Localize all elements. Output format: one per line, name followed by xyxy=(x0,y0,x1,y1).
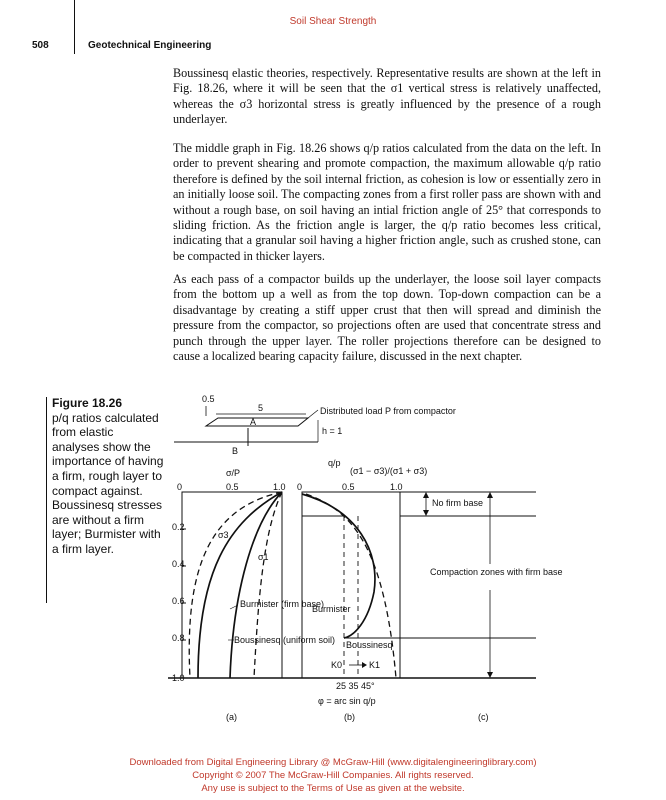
running-title: Soil Shear Strength xyxy=(289,16,377,27)
no-firm-dim-head-top xyxy=(423,492,429,498)
book-title: Geotechnical Engineering xyxy=(88,40,212,51)
figure-caption-title: Figure 18.26 xyxy=(52,396,123,410)
k1-label: K1 xyxy=(369,660,381,670)
no-firm-base-label: No firm base xyxy=(432,498,484,508)
load-leader xyxy=(308,410,318,418)
load-label: Distributed load P from compactor xyxy=(320,406,456,416)
point-b-label: B xyxy=(232,446,239,456)
phi-ticks: 25 35 45° xyxy=(336,681,375,691)
body-paragraph-1: Boussinesq elastic theories, respectively. Representative results are shown at the left in Fig. 18.26, where it will be seen that the σ1 vertical stress is relatively unaffected, whereas the σ3 horizontal stress is greatly influenced by the presence of a rough underlayer. xyxy=(173,66,601,127)
panel-a-y-tick: 0.4 xyxy=(172,559,185,569)
panel-b-x-title-rhs: (σ1 − σ3)/(σ1 + σ3) xyxy=(350,466,428,476)
boussinesq-sigma3-curve xyxy=(189,492,282,678)
panel-a-x-tick: 0 xyxy=(177,482,183,492)
phi-formula: φ = arc sin q/p xyxy=(318,696,376,706)
footer-line-3: Any use is subject to the Terms of Use as given at the website. xyxy=(201,783,465,794)
panel-a-x-tick: 0.5 xyxy=(226,482,239,492)
panel-b-burmister-label: Burmister xyxy=(312,604,351,614)
footer-line-2: Copyright © 2007 The McGraw-Hill Companies. All rights reserved. xyxy=(192,770,474,781)
sigma3-curve-label: σ3 xyxy=(218,530,229,540)
no-firm-dim-head-bottom xyxy=(423,510,429,516)
compaction-zones-label: Compaction zones with firm base xyxy=(430,567,563,577)
figure-18-26 xyxy=(168,392,568,728)
k-arrow-head xyxy=(362,662,367,668)
panel-b-boussinesq-label: Boussinesq xyxy=(346,640,393,650)
load-area xyxy=(206,418,308,426)
panel-b-x-tick: 0 xyxy=(297,482,303,492)
panel-a xyxy=(172,468,335,722)
panel-c-sublabel: (c) xyxy=(478,712,489,722)
panel-a-y-tick: 0.6 xyxy=(172,596,185,606)
k0-label: K0 xyxy=(331,660,343,670)
panel-c xyxy=(400,492,563,722)
h-label: h = 1 xyxy=(322,426,343,436)
figure-caption-body: p/q ratios calculated from elastic analyses show the importance of having a firm, rough layer to compact against. Boussinesq stresses are without a firm layer; Burmister with a firm layer. xyxy=(52,410,164,556)
panel-b-x-tick: 0.5 xyxy=(342,482,355,492)
download-footer xyxy=(0,756,666,795)
caption-rule xyxy=(46,397,47,603)
burmister-label: Burmister (firm base) xyxy=(240,599,325,609)
load-sketch xyxy=(174,394,456,456)
panel-b xyxy=(297,458,427,722)
point-a-label: A xyxy=(250,417,257,427)
page-number: 508 xyxy=(32,40,49,51)
panel-b-sublabel: (b) xyxy=(344,712,355,722)
panel-a-sublabel: (a) xyxy=(226,712,237,722)
footer-line-1: Downloaded from Digital Engineering Library @ McGraw-Hill (www.digitalengineeringlibrary.com) xyxy=(129,757,537,768)
burmister-sigma3-curve xyxy=(198,492,282,678)
sigma1-curve-label: σ1 xyxy=(258,552,269,562)
panel-a-y-tick: 0.8 xyxy=(172,633,185,643)
panel-a-x-title: σ/P xyxy=(226,468,241,478)
figure-caption xyxy=(52,396,164,557)
sketch-dim-half-width: 0.5 xyxy=(202,394,215,404)
body-paragraph-2: The middle graph in Fig. 18.26 shows q/p ratios calculated from the data on the left. In order to prevent shearing and promote compaction, the maximum allowable q/p ratio therefore is defined by the soil internal friction, as cohesion is low or essentially zero in an initially loose soil. The compacting zones from a first roller pass are shown with and without a rough base, on soil having an intial friction angle of 25° that corresponds to sliding friction. As the friction angle is larger, the q/p ratio becomes less critical, indicating that a granular soil having a higher friction angle, such as crushed stone, can be compacted in thicker layers. xyxy=(173,141,601,263)
body-paragraph-3: As each pass of a compactor builds up the underlayer, the loose soil layer compacts from the bottom up a well as from the top down. Top-down compaction can be a disadvantage by creating a stiff upper crust that then will spread and diminish the pressure from the compactor, so projections often are used that concentrate stress and punch through the upper layer. The roller projections therefore can be designed to cause a localized bearing capacity failure, discussed in the next chapter. xyxy=(173,272,601,364)
sketch-dim-length: 5 xyxy=(258,403,264,413)
header-rule xyxy=(74,0,75,54)
panel-b-x-tick: 1.0 xyxy=(390,482,403,492)
firm-dim-head-bottom xyxy=(487,672,493,678)
firm-dim-head-top xyxy=(487,492,493,498)
panel-a-y-tick: 0.2 xyxy=(172,522,185,532)
panel-b-frame xyxy=(302,492,400,678)
boussinesq-label: Boussinesq (uniform soil) xyxy=(234,635,336,645)
panel-b-x-title-lhs: q/p xyxy=(328,458,341,468)
boussinesq-sigma1-curve xyxy=(254,492,282,678)
panel-a-x-tick: 1.0 xyxy=(273,482,286,492)
panel-a-y-tick: 1.0 xyxy=(172,673,185,683)
